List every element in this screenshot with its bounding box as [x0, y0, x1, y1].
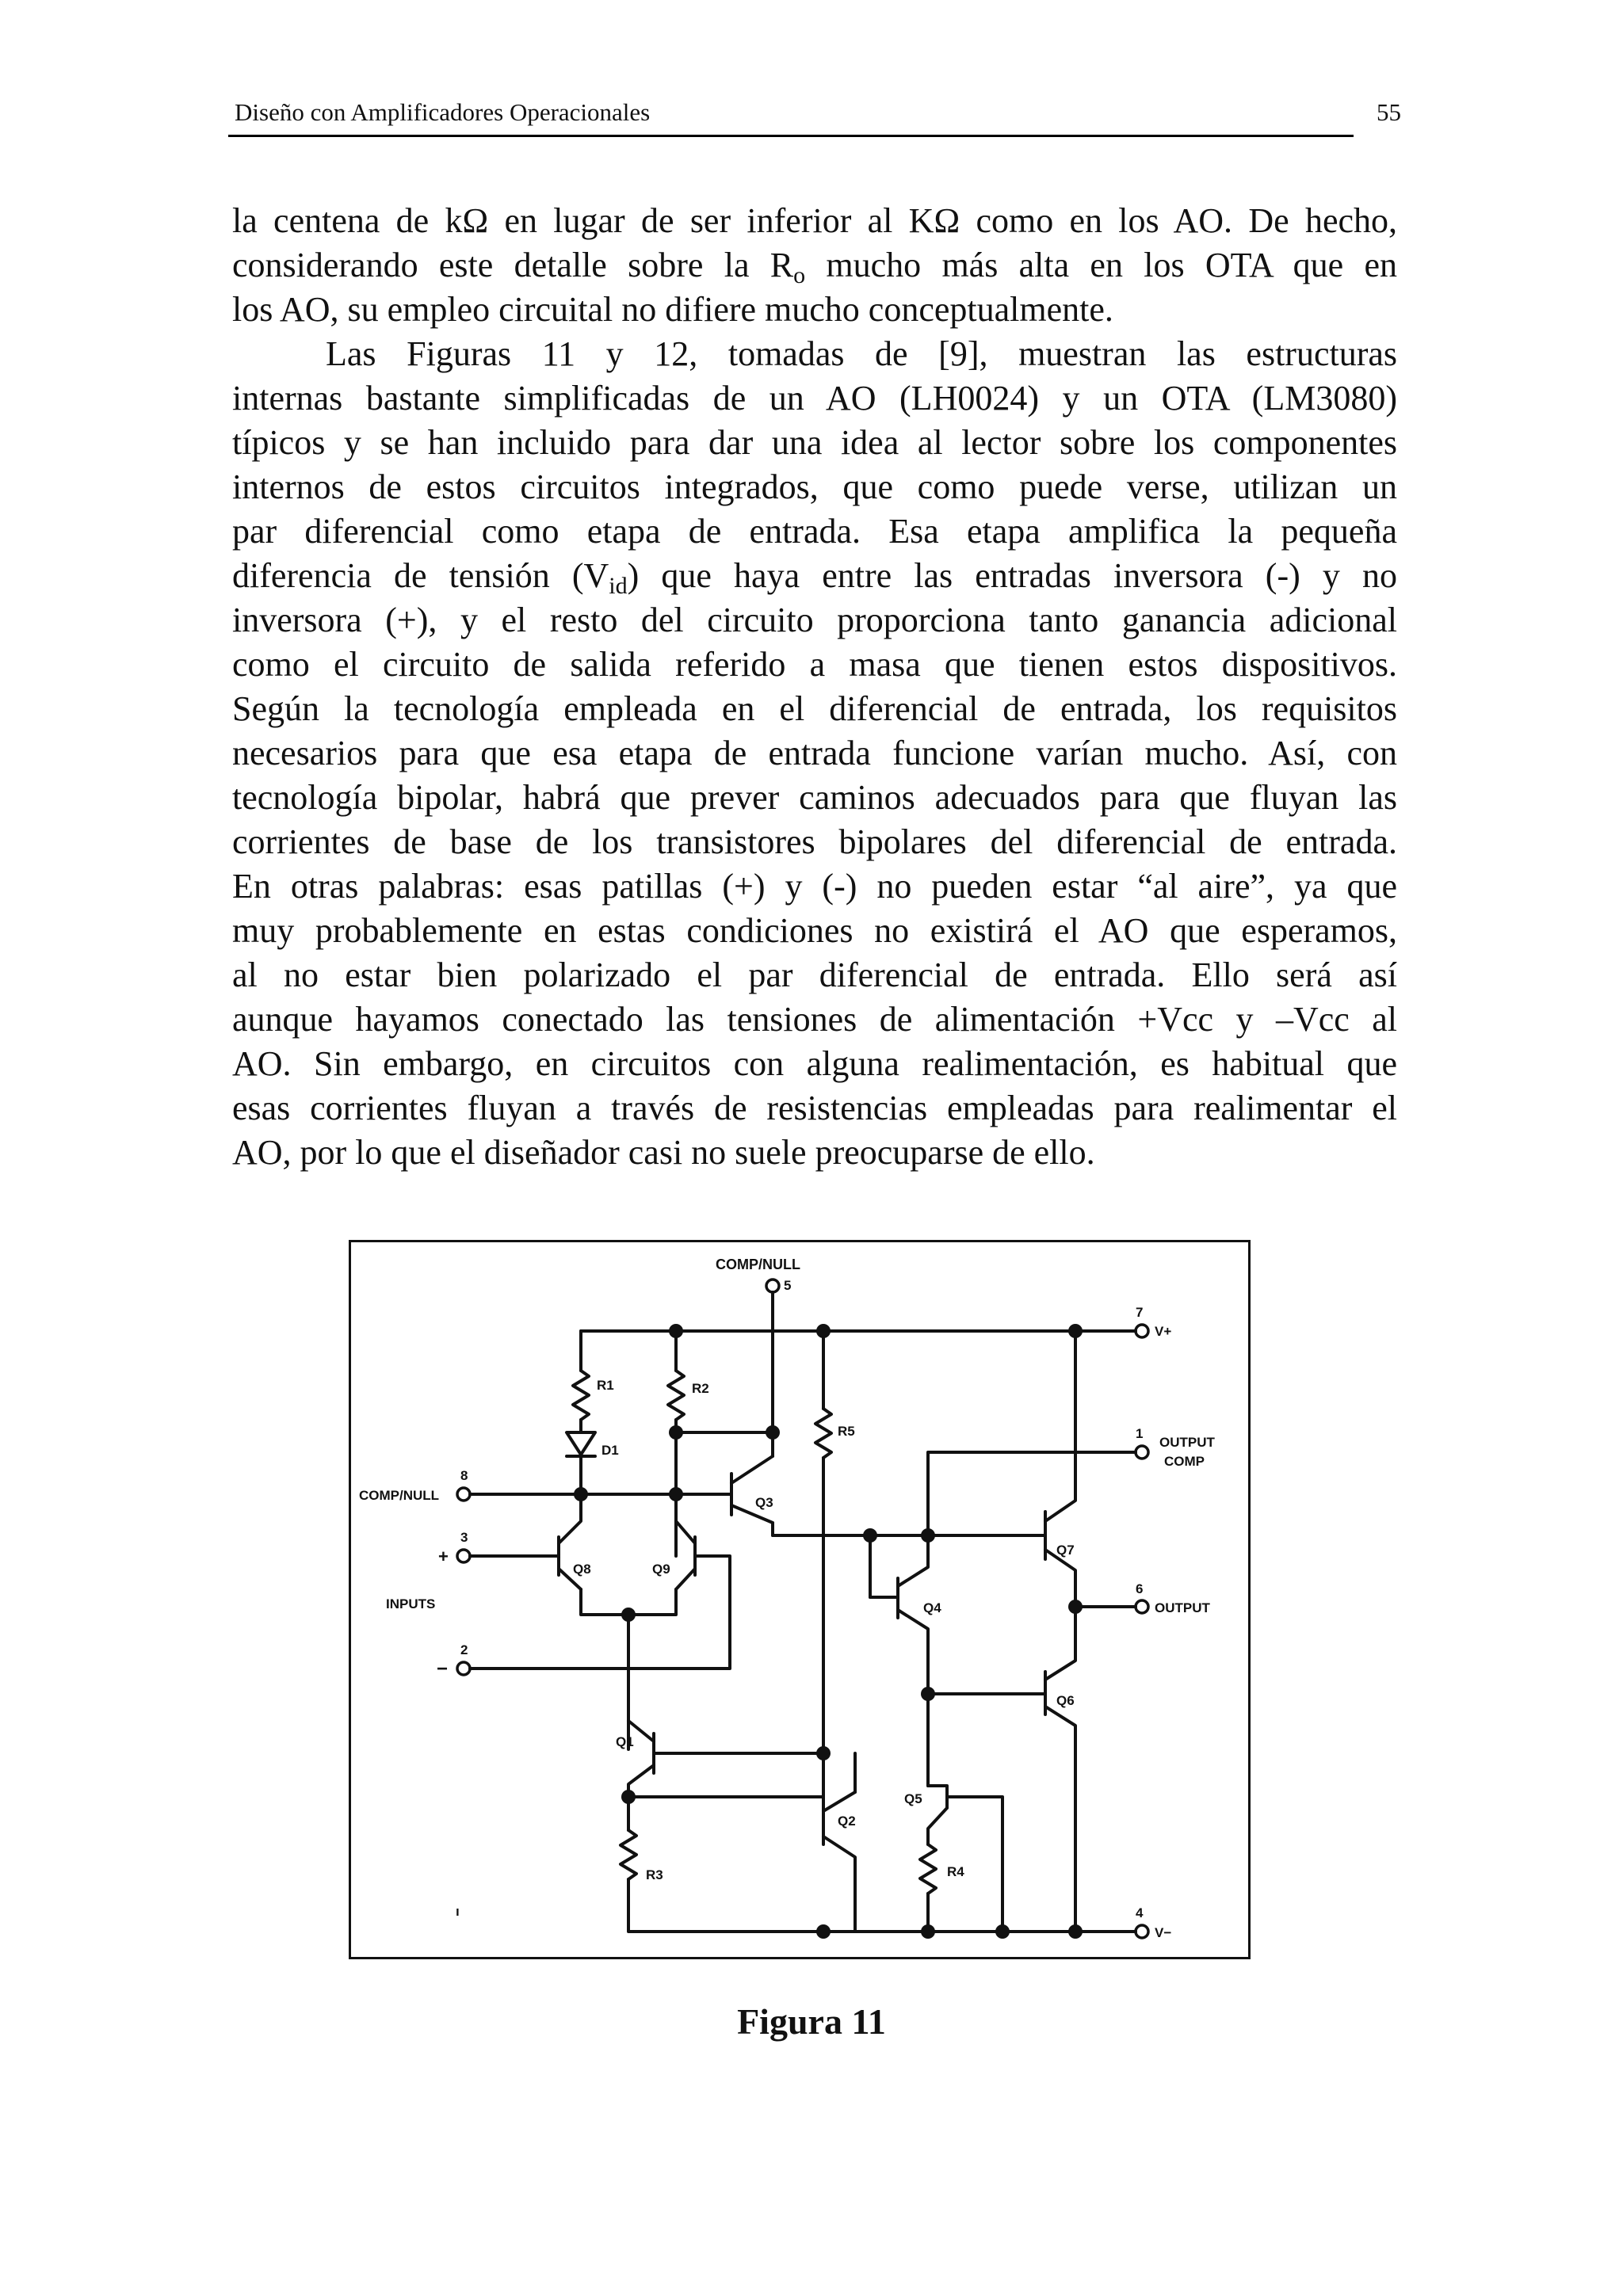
output-label: OUTPUT — [1155, 1600, 1210, 1615]
r5-resistor — [815, 1409, 831, 1458]
q1-label: Q1 — [616, 1734, 634, 1749]
text-line: esas corrientes fluyan a través de resistencias empleadas para realimentar el — [232, 1089, 1397, 1127]
text-line: par diferencial como etapa de entrada. Esa etapa amplifica la pequeña — [232, 512, 1397, 551]
subscript: id — [609, 573, 628, 599]
comp-null-left-label: COMP/NULL — [359, 1488, 440, 1503]
q2-label: Q2 — [838, 1814, 856, 1829]
text-span: diferencia de tensión (V — [232, 556, 609, 595]
pin8-terminal — [457, 1488, 470, 1501]
text-line — [232, 554, 1397, 598]
pin7-terminal — [1136, 1325, 1148, 1337]
pin1-terminal — [1136, 1446, 1148, 1459]
output-comp-label-2: COMP — [1164, 1454, 1205, 1469]
q8-label: Q8 — [573, 1562, 591, 1577]
q5-transistor — [928, 1786, 1002, 1932]
q1-transistor — [628, 1721, 654, 1797]
pin5-terminal — [766, 1280, 779, 1292]
r4-label: R4 — [947, 1864, 964, 1879]
text-line: necesarios para que esa etapa de entrada funcione varían mucho. Así, con — [232, 734, 1397, 772]
r2-resistor — [668, 1371, 684, 1420]
r3-label: R3 — [646, 1867, 663, 1882]
pin4-label: 4 — [1136, 1905, 1144, 1920]
q6-label: Q6 — [1056, 1693, 1075, 1708]
text-line: como el circuito de salida referido a masa que tienen estos dispositivos. — [232, 645, 1397, 684]
d1-label: D1 — [601, 1443, 619, 1458]
output-comp-label-1: OUTPUT — [1159, 1435, 1215, 1450]
pin2-label: 2 — [460, 1642, 468, 1657]
text-line: aunque hayamos conectado las tensiones de alimentación +Vcc y –Vcc al — [232, 1000, 1397, 1039]
d1-diode — [567, 1432, 595, 1456]
wire — [628, 1879, 632, 1932]
text-line — [232, 243, 1397, 288]
text-line: tecnología bipolar, habrá que prever caminos adecuados para que fluyan las — [232, 778, 1397, 817]
text-line: típicos y se han incluido para dar una idea al lector sobre los componentes — [232, 423, 1397, 462]
text-line: internos de estos circuitos integrados, que como puede verse, utilizan un — [232, 467, 1397, 506]
r5-label: R5 — [838, 1424, 855, 1439]
r2-label: R2 — [692, 1381, 709, 1396]
v-plus-label: V+ — [1155, 1324, 1172, 1339]
page-number: 55 — [1377, 98, 1401, 126]
pin5-label: 5 — [784, 1278, 792, 1293]
pin4-terminal — [1136, 1925, 1148, 1938]
text-line: Las Figuras 11 y 12, tomadas de [9], muestran las estructuras — [326, 334, 1397, 373]
text-line: En otras palabras: esas patillas (+) y (-) no pueden estar “al aire”, ya que — [232, 867, 1397, 906]
subscript: o — [793, 262, 806, 288]
inputs-label: INPUTS — [386, 1596, 436, 1611]
r1-label: R1 — [597, 1378, 614, 1393]
pin3-label: 3 — [460, 1530, 468, 1545]
pin6-label: 6 — [1136, 1581, 1144, 1596]
header-title: Diseño con Amplificadores Operacionales — [235, 98, 651, 126]
stray-mark: ı — [456, 1904, 460, 1919]
q7-label: Q7 — [1056, 1543, 1075, 1558]
running-header — [228, 93, 1401, 137]
text-span: ) que haya entre las entradas inversora (-) y no — [627, 556, 1397, 595]
body-text — [232, 199, 1397, 1175]
circuit-figure — [349, 1240, 1251, 1959]
q3-label: Q3 — [755, 1495, 773, 1510]
text-line: AO. Sin embargo, en circuitos con alguna realimentación, es habitual que — [232, 1044, 1397, 1083]
circuit-schematic — [351, 1242, 1248, 1957]
text-line: Según la tecnología empleada en el diferencial de entrada, los requisitos — [232, 689, 1397, 728]
text-span: considerando este detalle sobre la R — [232, 246, 794, 284]
plus-sign: + — [438, 1547, 449, 1566]
q9-transistor — [676, 1521, 695, 1589]
text-line: muy probablemente en estas condiciones no existirá el AO que esperamos, — [232, 911, 1397, 950]
comp-null-top-label: COMP/NULL — [716, 1257, 800, 1272]
pin1-label: 1 — [1136, 1426, 1144, 1441]
text-line: al no estar bien polarizado el par diferencial de entrada. Ello será así — [232, 955, 1397, 994]
pin8-label: 8 — [460, 1468, 468, 1483]
text-line: inversora (+), y el resto del circuito proporciona tanto ganancia adicional — [232, 601, 1397, 639]
q6-transistor — [1045, 1607, 1075, 1932]
wire — [928, 1452, 1136, 1535]
pin3-terminal — [457, 1550, 470, 1562]
r3-resistor — [621, 1830, 636, 1879]
text-line: la centena de kΩ en lugar de ser inferior al KΩ como en los AO. De hecho, — [232, 201, 1397, 240]
pin2-terminal — [457, 1662, 470, 1675]
text-line: internas bastante simplificadas de un AO (LH0024) y un OTA (LM3080) — [232, 379, 1397, 418]
v-minus-label: V− — [1155, 1925, 1172, 1940]
r4-resistor — [920, 1844, 936, 1894]
text-span: mucho más alta en los OTA que en — [805, 246, 1397, 284]
minus-sign: − — [437, 1658, 449, 1680]
q9-label: Q9 — [652, 1562, 670, 1577]
pin6-terminal — [1136, 1600, 1148, 1613]
text-line: corrientes de base de los transistores bipolares del diferencial de entrada. — [232, 822, 1397, 861]
r1-resistor — [573, 1371, 589, 1420]
q4-label: Q4 — [923, 1600, 941, 1615]
text-line: AO, por lo que el diseñador casi no suele preocuparse de ello. — [232, 1133, 1095, 1172]
q5-label: Q5 — [904, 1791, 922, 1806]
pin7-label: 7 — [1136, 1305, 1144, 1320]
text-line: los AO, su empleo circuital no difiere mucho conceptualmente. — [232, 290, 1113, 329]
figure-caption: Figura 11 — [737, 2001, 886, 2042]
q7-transistor — [1045, 1331, 1075, 1607]
